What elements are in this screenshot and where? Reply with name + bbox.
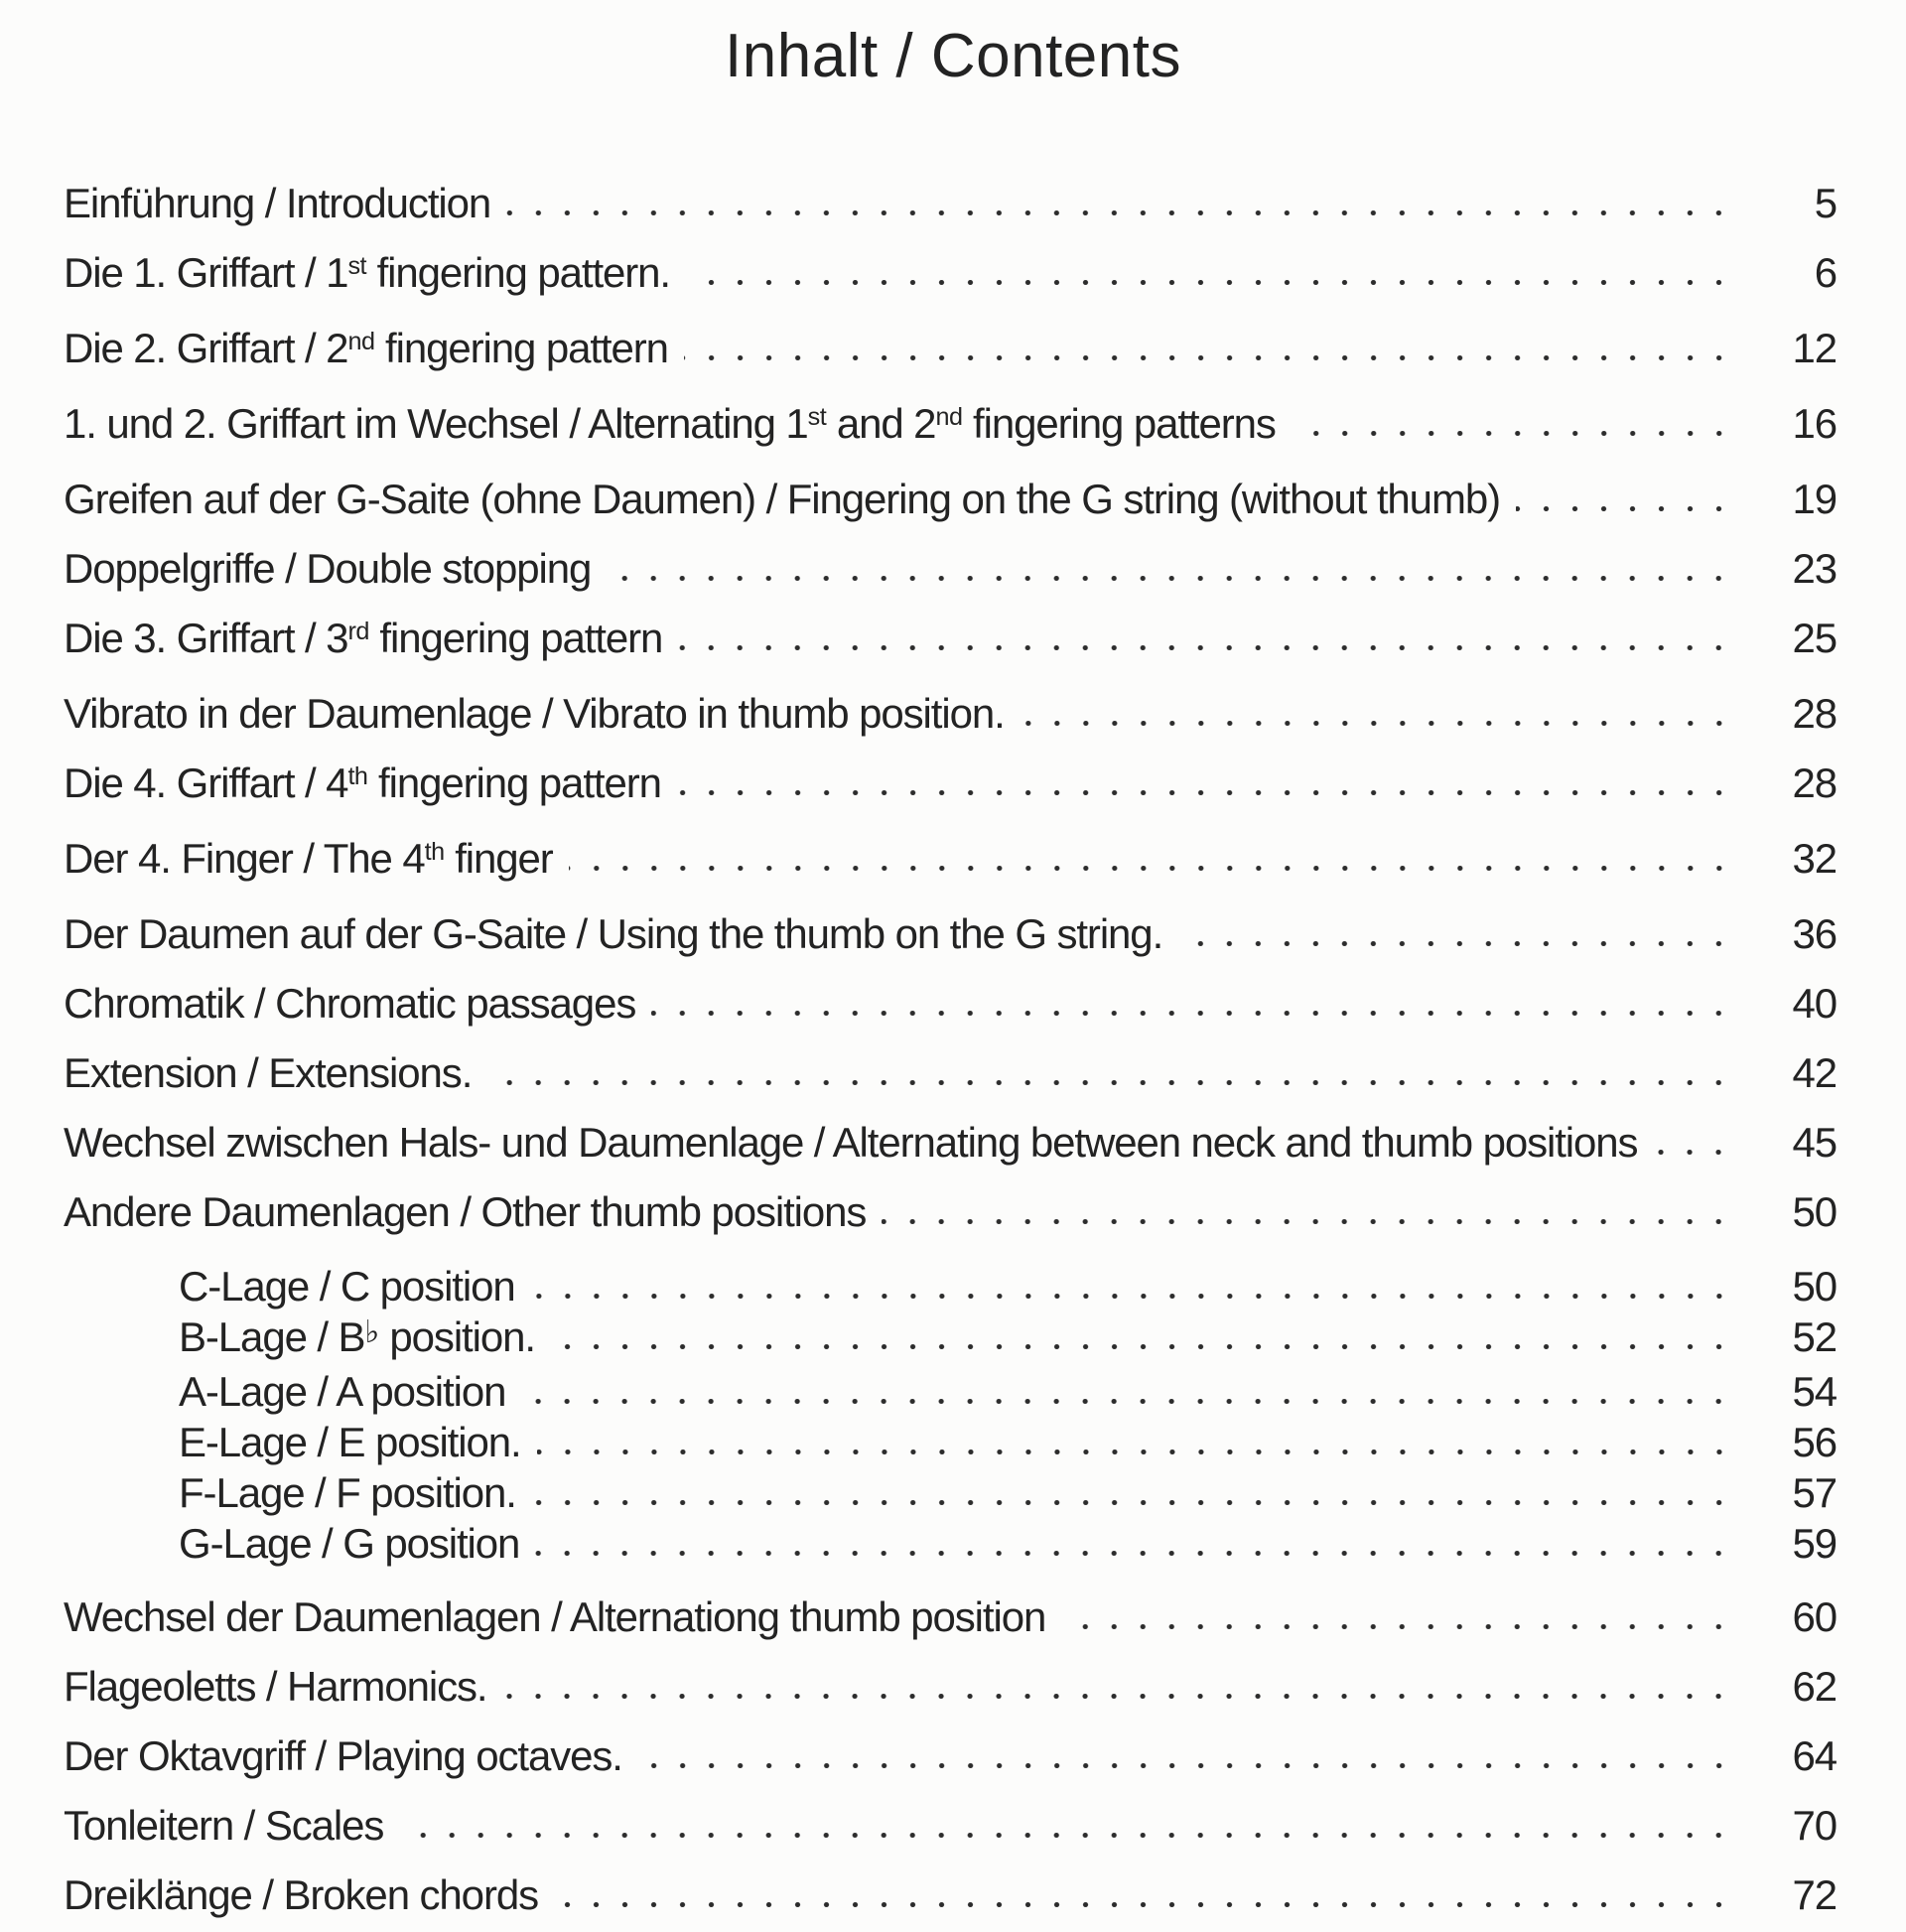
toc-entry-page: 6 [1814, 249, 1837, 296]
dot-leader [678, 645, 1733, 650]
toc-subentry [64, 1366, 1837, 1417]
toc-entry-page: 60 [1792, 1593, 1837, 1640]
dot-leader [882, 1219, 1733, 1224]
toc-entry-label: Die 2. Griffart / 2nd fingering pattern [64, 325, 668, 371]
toc-subentry [64, 1261, 1837, 1311]
toc-entry [64, 1861, 1837, 1930]
toc-entry-page: 70 [1792, 1802, 1837, 1849]
toc-entry-page: 28 [1792, 759, 1837, 806]
toc-entry-label: F-Lage / F position. [179, 1469, 516, 1516]
toc-entry-label: Greifen auf der G-Saite (ohne Daumen) / Fingering on the G string (without thumb) [64, 476, 1500, 522]
toc-entry-page: 45 [1792, 1119, 1837, 1166]
superscript: th [347, 762, 368, 791]
toc-entry [64, 969, 1837, 1038]
superscript: st [347, 252, 367, 281]
toc-entry-label: 1. und 2. Griffart im Wechsel / Alternating 1st and 2nd fingering patterns [64, 400, 1276, 447]
toc-entry-page: 62 [1792, 1663, 1837, 1710]
toc-entry [64, 899, 1837, 969]
toc-entry-page: 19 [1792, 476, 1837, 522]
toc-entry-label: Die 1. Griffart / 1st fingering pattern. [64, 249, 671, 296]
dot-leader [399, 1833, 1733, 1838]
toc-entry [64, 1722, 1837, 1791]
toc-entry [64, 314, 1837, 389]
dot-leader [506, 210, 1733, 215]
toc-entry-label: Einführung / Introduction [64, 180, 491, 226]
toc-entry-label: Flageoletts / Harmonics. [64, 1663, 487, 1710]
toc-entry [64, 824, 1837, 899]
toc-entry-label: G-Lage / G position [179, 1520, 520, 1567]
toc-entry-label: Wechsel zwischen Hals- und Daumenlage / Alternating between neck and thumb positions [64, 1119, 1638, 1166]
toc-entry-page: 52 [1792, 1313, 1837, 1360]
toc-entry [64, 679, 1837, 749]
dot-leader [1061, 1624, 1733, 1629]
toc-entry-label: Der Oktavgriff / Playing octaves. [64, 1732, 622, 1779]
toc-entry-page: 50 [1792, 1188, 1837, 1235]
toc-entry [64, 604, 1837, 679]
dot-leader [1178, 941, 1733, 946]
toc-entry-label: Chromatik / Chromatic passages [64, 980, 636, 1027]
toc-entry-label: Extension / Extensions. [64, 1049, 473, 1096]
toc-entry-label: Doppelgriffe / Double stopping [64, 545, 592, 592]
dot-leader [554, 1902, 1733, 1907]
dot-leader [607, 576, 1733, 581]
dot-leader [521, 1399, 1733, 1404]
toc-entry-label: E-Lage / E position. [179, 1419, 521, 1465]
dot-leader [1516, 506, 1733, 511]
toc-entry [64, 749, 1837, 824]
toc-subentry [64, 1417, 1837, 1467]
superscript: nd [935, 403, 963, 432]
toc-entry-page: 50 [1792, 1263, 1837, 1310]
toc-entry-page: 12 [1792, 325, 1837, 371]
toc-entry-label: C-Lage / C position [179, 1263, 515, 1310]
dot-leader [1021, 721, 1733, 726]
toc-entry [64, 389, 1837, 465]
toc-entry-page: 32 [1792, 835, 1837, 882]
toc-entry-page: 57 [1792, 1469, 1837, 1516]
toc-entry-label: A-Lage / A position [179, 1368, 506, 1415]
toc-entry [64, 1177, 1837, 1247]
toc-entry [64, 238, 1837, 314]
dot-leader [1292, 431, 1733, 436]
superscript: ♭ [364, 1312, 379, 1349]
dot-leader [531, 1294, 1733, 1299]
toc-entry-label: Die 3. Griffart / 3rd fingering pattern [64, 615, 663, 661]
toc-entry-page: 64 [1792, 1732, 1837, 1779]
toc-subentry [64, 1311, 1837, 1366]
dot-leader [651, 1011, 1733, 1016]
toc-entry-label: Andere Daumenlagen / Other thumb positions [64, 1188, 867, 1235]
toc-entry-label: Der 4. Finger / The 4th finger [64, 835, 553, 882]
toc-entry-page: 40 [1792, 980, 1837, 1027]
toc-entry [64, 1583, 1837, 1652]
toc-entry [64, 1791, 1837, 1861]
dot-leader [551, 1344, 1733, 1349]
toc-entry-label: Der Daumen auf der G-Saite / Using the thumb on the G string. [64, 910, 1163, 957]
dot-leader [502, 1694, 1733, 1699]
toc-entry-label: Die 4. Griffart / 4th fingering pattern [64, 759, 661, 806]
toc-entry-page: 5 [1814, 180, 1837, 226]
toc-entry [64, 1108, 1837, 1177]
toc-entry-page: 72 [1792, 1871, 1837, 1918]
toc-entry [64, 534, 1837, 604]
dot-leader [487, 1080, 1733, 1085]
toc-entry [64, 1038, 1837, 1108]
dot-leader [638, 1763, 1733, 1768]
page-title: Inhalt / Contents [725, 22, 1181, 90]
toc-entry-page: 54 [1792, 1368, 1837, 1415]
toc-entry-label: B-Lage / B♭ position. [179, 1312, 535, 1360]
dot-leader [569, 866, 1733, 871]
toc-entry-page: 23 [1792, 545, 1837, 592]
toc-entry-label: Vibrato in der Daumenlage / Vibrato in thumb position. [64, 690, 1005, 737]
dot-leader [532, 1500, 1733, 1505]
dot-leader [684, 355, 1733, 360]
toc-subentry [64, 1467, 1837, 1518]
superscript: rd [347, 618, 369, 646]
toc-entry-page: 36 [1792, 910, 1837, 957]
dot-leader [686, 280, 1733, 285]
toc-list [0, 169, 1906, 1930]
toc-entry [64, 465, 1837, 534]
toc-entry-label: Dreiklänge / Broken chords [64, 1871, 538, 1918]
superscript: th [424, 838, 445, 867]
superscript: nd [347, 328, 375, 356]
toc-entry-page: 28 [1792, 690, 1837, 737]
toc-entry-page: 25 [1792, 615, 1837, 661]
superscript: st [807, 403, 827, 432]
toc-entry-page: 59 [1792, 1520, 1837, 1567]
dot-leader [537, 1449, 1733, 1454]
toc-page [0, 22, 1906, 1932]
toc-entry-page: 56 [1792, 1419, 1837, 1465]
toc-subentry [64, 1518, 1837, 1569]
toc-entry-label: Wechsel der Daumenlagen / Alternationg thumb position [64, 1593, 1046, 1640]
dot-leader [1653, 1150, 1733, 1155]
dot-leader [535, 1551, 1733, 1556]
toc-entry [64, 1652, 1837, 1722]
dot-leader [677, 790, 1733, 795]
toc-entry-label: Tonleitern / Scales [64, 1802, 384, 1849]
toc-entry-page: 42 [1792, 1049, 1837, 1096]
toc-entry-page: 16 [1792, 400, 1837, 447]
toc-entry [64, 169, 1837, 238]
